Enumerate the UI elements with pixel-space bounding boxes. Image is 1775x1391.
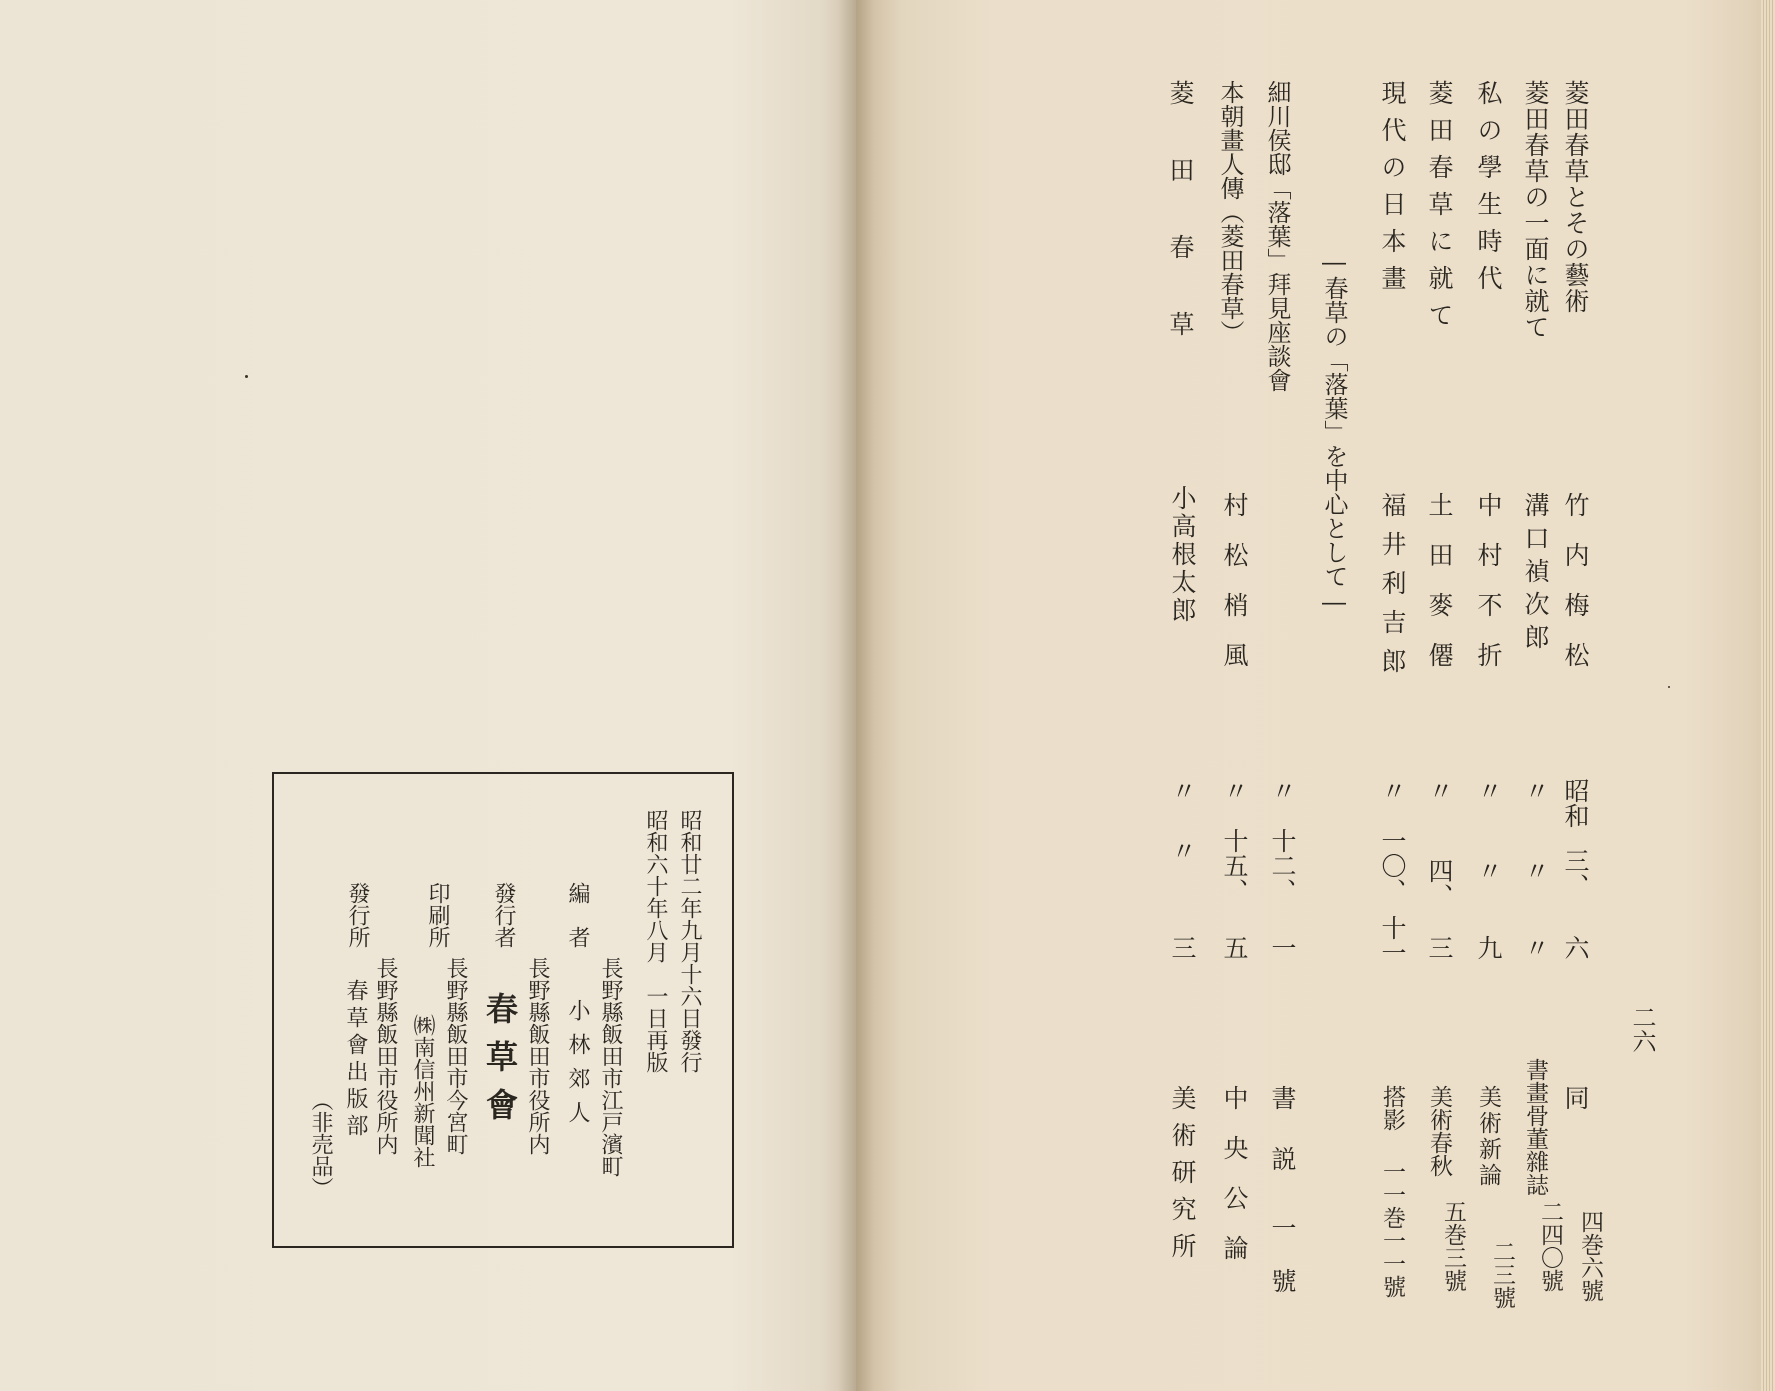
entry-date-era: 〃 [1521,778,1550,803]
entry-title: 菱田春草の一面に就て [1521,80,1550,340]
entry-issue: 一一巻一一號 [1379,1160,1405,1298]
entry-publication: 搭影 [1379,1085,1405,1131]
office-label: 發行所 [345,882,370,948]
entry-date-month: 六 [1561,935,1590,960]
entry-date-year: 三、 [1561,848,1590,898]
not-for-sale: （非売品） [308,1089,333,1199]
entry-date-month: 五 [1220,935,1249,960]
entry-title: 菱田春草 [1166,80,1195,388]
entry-publication: 同 [1561,1085,1590,1110]
entry-issue: 一號 [1268,1215,1297,1321]
right-page [856,0,1775,1391]
entry-date-year: 四、 [1425,858,1454,908]
entry-date-year: 十五、 [1220,828,1249,903]
office-name: 春草會出版部 [343,979,368,1141]
printer-address: 長野縣飯田市今宮町 [443,957,468,1155]
entry-date-era: 〃 [1474,778,1503,803]
entry-issue: 五巻三號 [1440,1200,1466,1292]
entry-author: 小高根太郎 [1168,485,1197,625]
editor-address: 長野縣飯田市江戸濱町 [598,957,623,1177]
entry-issue: 二四〇號 [1537,1200,1563,1292]
entry-title: 細川侯邸「落葉」拜見座談會 [1263,80,1291,392]
entry-title: 菱田春草とその藝術 [1561,80,1590,314]
entry-issue: 四巻六號 [1577,1210,1603,1302]
editor-name: 小林郊人 [565,999,590,1135]
reprint-date: 昭和六十年八月 一日再版 [643,809,668,1073]
entry-date-month: 九 [1474,935,1503,960]
page-edges [1761,0,1775,1391]
entry-author: 竹内梅松 [1561,492,1590,692]
printer-label: 印刷所 [425,882,450,948]
entry-date-era: 〃 [1220,778,1249,803]
page-number: 二六 [1628,1005,1656,1053]
entry-date-month: 三 [1168,935,1197,960]
entry-date-month: 十一 [1378,915,1407,965]
entry-date-era: 〃 [1268,778,1297,803]
entry-title: 本朝畫人傳（菱田春草） [1216,80,1244,344]
entry-date-month: 三 [1425,935,1454,960]
entry-date-era: 〃 [1425,778,1454,803]
paper-speck [1668,686,1670,688]
entry-publication: 書畫骨董雜誌 [1522,1058,1548,1196]
entry-author: 中村不折 [1474,492,1503,692]
entry-date-year: 十二、 [1268,828,1297,903]
entry-date-month: 〃 [1521,935,1550,960]
editor-label: 編 者 [565,882,590,948]
entry-title: 現代の日本畫 [1378,80,1407,302]
imprint-box [272,772,734,1248]
printer-name: ㈱南信州新聞社 [410,1014,435,1168]
entry-author: 溝口禎次郎 [1521,492,1550,657]
book-spine [838,0,874,1391]
publisher-name: 春草會 [481,992,519,1136]
publisher-address: 長野縣飯田市役所内 [525,957,550,1155]
entry-publication: 美術新論 [1475,1085,1501,1189]
paper-speck [245,375,248,378]
entry-publication: 中央公論 [1220,1085,1249,1285]
entry-author: 土田麥僊 [1425,492,1454,692]
entry-date-era: 〃 [1378,778,1407,803]
entry-title: 菱田春草に就て [1425,80,1454,339]
entry-publication: 美術研究所 [1168,1085,1197,1270]
entry-date-era: 〃 [1168,778,1197,803]
publisher-label: 發行者 [491,882,516,948]
entry-issue: 二三號 [1489,1240,1515,1309]
entry-date-year: 一〇、 [1378,828,1407,903]
entry-subtitle: ―春草の「落葉」を中心として― [1320,248,1348,616]
entry-date-year: 〃 [1474,858,1503,883]
entry-author: 福井利吉郎 [1378,492,1407,687]
entry-date-year: 〃 [1168,838,1197,863]
entry-publication: 書説 [1268,1085,1297,1207]
entry-title: 私の學生時代 [1474,80,1503,302]
entry-author: 村松梢風 [1220,492,1249,692]
entry-date-month: 一 [1268,935,1297,960]
entry-date-era: 昭和 [1561,778,1590,828]
office-address: 長野縣飯田市役所内 [373,957,398,1155]
entry-date-year: 〃 [1521,858,1550,883]
issue-date: 昭和廿二年九月十六日發行 [677,809,702,1073]
entry-publication: 美術春秋 [1426,1085,1452,1177]
